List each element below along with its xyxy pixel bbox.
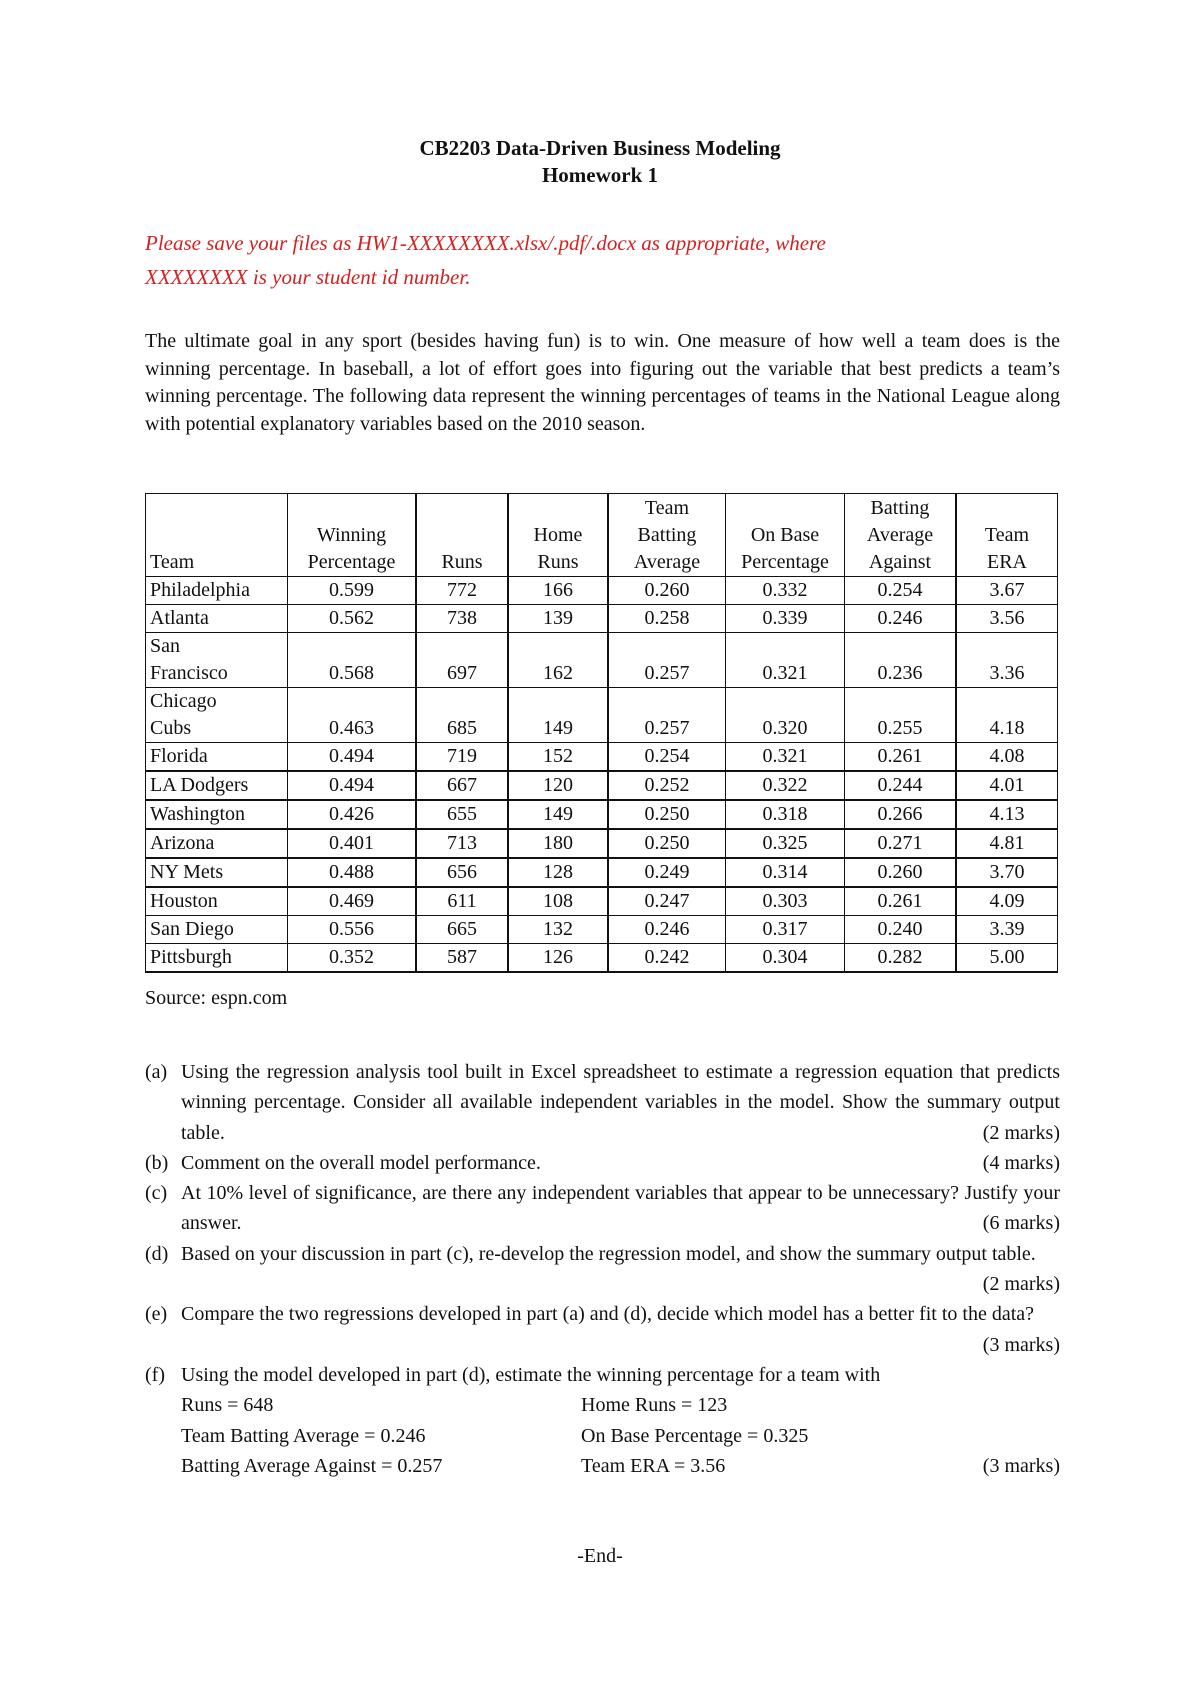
cell-home-runs: 149: [508, 688, 608, 743]
cell-home-runs: 120: [508, 771, 608, 800]
table-header-row: [146, 494, 1058, 577]
cell-on-base-percentage: 0.339: [726, 605, 845, 633]
table-row: [146, 688, 1058, 743]
cell-home-runs: 162: [508, 633, 608, 688]
cell-on-base-percentage: 0.318: [726, 800, 845, 829]
col-header-team: Team: [146, 494, 288, 577]
cell-home-runs: 128: [508, 858, 608, 887]
cell-runs: 713: [416, 829, 508, 858]
cell-team-era: 4.01: [956, 771, 1058, 800]
instruction-line-1: Please save your files as HW1-XXXXXXXX.xlsx/.pdf/.docx as appropriate, where: [145, 231, 826, 255]
team-name: Florida: [146, 743, 288, 772]
param-runs: Runs = 648: [181, 1394, 274, 1417]
question-marks: (2 marks): [982, 1273, 1060, 1296]
param-home-runs: Home Runs = 123: [581, 1394, 728, 1417]
param-team-era: Team ERA = 3.56: [581, 1454, 726, 1477]
cell-batting-average-against: 0.240: [845, 916, 957, 944]
cell-home-runs: 180: [508, 829, 608, 858]
param-on-base-percentage: On Base Percentage = 0.325: [581, 1424, 809, 1447]
team-name: Houston: [146, 887, 288, 916]
cell-winning-percentage: 0.556: [288, 916, 417, 944]
team-name: Washington: [146, 800, 288, 829]
cell-winning-percentage: 0.469: [288, 887, 417, 916]
cell-on-base-percentage: 0.317: [726, 916, 845, 944]
team-name: San Francisco: [146, 633, 288, 688]
cell-team-era: 4.81: [956, 829, 1058, 858]
cell-batting-average-against: 0.266: [845, 800, 957, 829]
cell-home-runs: 139: [508, 605, 608, 633]
cell-winning-percentage: 0.494: [288, 771, 417, 800]
cell-runs: 665: [416, 916, 508, 944]
col-header-team-era: Team ERA: [956, 494, 1058, 577]
table-row: [146, 743, 1058, 772]
cell-runs: 772: [416, 577, 508, 605]
cell-winning-percentage: 0.401: [288, 829, 417, 858]
cell-team-batting-average: 0.250: [608, 800, 726, 829]
cell-team-era: 3.56: [956, 605, 1058, 633]
cell-team-batting-average: 0.246: [608, 916, 726, 944]
table-row: [146, 858, 1058, 887]
cell-on-base-percentage: 0.321: [726, 743, 845, 772]
question-list: [145, 1057, 1060, 1481]
cell-winning-percentage: 0.463: [288, 688, 417, 743]
question-text: Using the regression analysis tool built in Excel spreadsheet to estimate a regression equation that predicts winning percentage. Consider all available independent variables in the model. Show the summary output table.: [181, 1061, 1060, 1144]
cell-on-base-percentage: 0.321: [726, 633, 845, 688]
document-title: CB2203 Data-Driven Business Modeling: [419, 136, 781, 160]
cell-runs: 667: [416, 771, 508, 800]
table-row: [146, 829, 1058, 858]
cell-team-era: 3.67: [956, 577, 1058, 605]
cell-runs: 611: [416, 887, 508, 916]
table-source-note: Source: espn.com: [145, 987, 288, 1009]
table-row: [146, 916, 1058, 944]
end-marker: -End-: [577, 1545, 623, 1567]
cell-team-batting-average: 0.254: [608, 743, 726, 772]
cell-team-batting-average: 0.257: [608, 688, 726, 743]
cell-home-runs: 166: [508, 577, 608, 605]
cell-team-era: 4.08: [956, 743, 1058, 772]
question-label: (a): [145, 1061, 168, 1083]
cell-on-base-percentage: 0.320: [726, 688, 845, 743]
data-table: [145, 493, 1058, 973]
cell-batting-average-against: 0.261: [845, 887, 957, 916]
cell-runs: 656: [416, 858, 508, 887]
team-name: San Diego: [146, 916, 288, 944]
team-name: Arizona: [146, 829, 288, 858]
cell-batting-average-against: 0.260: [845, 858, 957, 887]
question-e: [145, 1299, 1060, 1360]
cell-batting-average-against: 0.255: [845, 688, 957, 743]
cell-home-runs: 132: [508, 916, 608, 944]
question-marks: (4 marks): [982, 1151, 1060, 1174]
cell-team-era: 5.00: [956, 944, 1058, 973]
team-name: Chicago Cubs: [146, 688, 288, 743]
cell-winning-percentage: 0.352: [288, 944, 417, 973]
team-name: Atlanta: [146, 605, 288, 633]
cell-on-base-percentage: 0.303: [726, 887, 845, 916]
cell-home-runs: 149: [508, 800, 608, 829]
question-text: Using the model developed in part (d), estimate the winning percentage for a team with: [181, 1363, 881, 1386]
cell-batting-average-against: 0.246: [845, 605, 957, 633]
question-text: Compare the two regressions developed in part (a) and (d), decide which model has a better fit to the data?: [181, 1303, 1035, 1326]
cell-team-batting-average: 0.249: [608, 858, 726, 887]
team-name: Pittsburgh: [146, 944, 288, 973]
team-name: LA Dodgers: [146, 771, 288, 800]
table-row: [146, 633, 1058, 688]
cell-winning-percentage: 0.562: [288, 605, 417, 633]
cell-winning-percentage: 0.494: [288, 743, 417, 772]
cell-runs: 587: [416, 944, 508, 973]
question-marks: (6 marks): [982, 1212, 1060, 1235]
cell-team-era: 3.39: [956, 916, 1058, 944]
cell-team-era: 4.09: [956, 887, 1058, 916]
question-b: [145, 1148, 1060, 1178]
question-f-parameters: [181, 1390, 1060, 1481]
cell-on-base-percentage: 0.322: [726, 771, 845, 800]
instruction-line-2: XXXXXXXX is your student id number.: [145, 265, 471, 289]
question-d: [145, 1239, 1060, 1300]
cell-home-runs: 108: [508, 887, 608, 916]
param-team-batting-average: Team Batting Average = 0.246: [181, 1424, 426, 1447]
cell-on-base-percentage: 0.314: [726, 858, 845, 887]
cell-team-batting-average: 0.260: [608, 577, 726, 605]
cell-winning-percentage: 0.568: [288, 633, 417, 688]
table-row: [146, 577, 1058, 605]
question-marks: (3 marks): [982, 1454, 1060, 1477]
cell-team-batting-average: 0.250: [608, 829, 726, 858]
cell-batting-average-against: 0.271: [845, 829, 957, 858]
question-marks: (3 marks): [982, 1333, 1060, 1356]
cell-batting-average-against: 0.244: [845, 771, 957, 800]
team-name: NY Mets: [146, 858, 288, 887]
cell-on-base-percentage: 0.325: [726, 829, 845, 858]
document-subtitle: Homework 1: [541, 163, 659, 187]
question-c: [145, 1178, 1060, 1239]
cell-runs: 685: [416, 688, 508, 743]
table-row: [146, 944, 1058, 973]
param-batting-average-against: Batting Average Against = 0.257: [181, 1454, 443, 1477]
cell-team-batting-average: 0.257: [608, 633, 726, 688]
question-label: (f): [145, 1363, 165, 1386]
cell-team-batting-average: 0.242: [608, 944, 726, 973]
table-row: [146, 605, 1058, 633]
question-marks: (2 marks): [982, 1121, 1060, 1144]
cell-batting-average-against: 0.236: [845, 633, 957, 688]
cell-runs: 655: [416, 800, 508, 829]
question-a: [145, 1057, 1060, 1148]
cell-runs: 697: [416, 633, 508, 688]
question-text: Comment on the overall model performance.: [181, 1151, 541, 1174]
col-header-on-base-percentage: On Base Percentage: [726, 494, 845, 577]
cell-on-base-percentage: 0.304: [726, 944, 845, 973]
cell-runs: 738: [416, 605, 508, 633]
cell-home-runs: 152: [508, 743, 608, 772]
col-header-winning-percentage: Winning Percentage: [288, 494, 417, 577]
cell-batting-average-against: 0.254: [845, 577, 957, 605]
cell-winning-percentage: 0.599: [288, 577, 417, 605]
cell-batting-average-against: 0.282: [845, 944, 957, 973]
cell-winning-percentage: 0.488: [288, 858, 417, 887]
table-row: [146, 771, 1058, 800]
question-label: (b): [145, 1151, 169, 1174]
question-label: (e): [145, 1303, 168, 1326]
cell-batting-average-against: 0.261: [845, 743, 957, 772]
cell-team-era: 3.36: [956, 633, 1058, 688]
question-label: (d): [145, 1242, 169, 1265]
question-text: At 10% level of significance, are there any independent variables that appear to be unnecessary? Justify your answer.: [181, 1182, 1060, 1235]
cell-winning-percentage: 0.426: [288, 800, 417, 829]
cell-team-batting-average: 0.258: [608, 605, 726, 633]
cell-team-batting-average: 0.252: [608, 771, 726, 800]
table-row: [146, 800, 1058, 829]
question-f: [145, 1360, 1060, 1481]
cell-on-base-percentage: 0.332: [726, 577, 845, 605]
team-name: Philadelphia: [146, 577, 288, 605]
cell-team-era: 3.70: [956, 858, 1058, 887]
table-row: [146, 887, 1058, 916]
col-header-team-batting-average: Team Batting Average: [608, 494, 726, 577]
col-header-home-runs: Home Runs: [508, 494, 608, 577]
cell-runs: 719: [416, 743, 508, 772]
question-label: (c): [145, 1182, 168, 1205]
cell-team-era: 4.18: [956, 688, 1058, 743]
col-header-batting-average-against: Batting Average Against: [845, 494, 957, 577]
cell-team-era: 4.13: [956, 800, 1058, 829]
question-text: Based on your discussion in part (c), re-develop the regression model, and show the summary output table.: [181, 1242, 1036, 1265]
intro-paragraph: The ultimate goal in any sport (besides having fun) is to win. One measure of how well a team does is the winning percentage. In baseball, a lot of effort goes into figuring out the variable that best predicts a team’s winning percentage. The following data represent the winning percentages of teams in the National League along with potential explanatory variables based on the 2010 season.: [145, 330, 1060, 435]
col-header-runs: Runs: [416, 494, 508, 577]
cell-home-runs: 126: [508, 944, 608, 973]
cell-team-batting-average: 0.247: [608, 887, 726, 916]
